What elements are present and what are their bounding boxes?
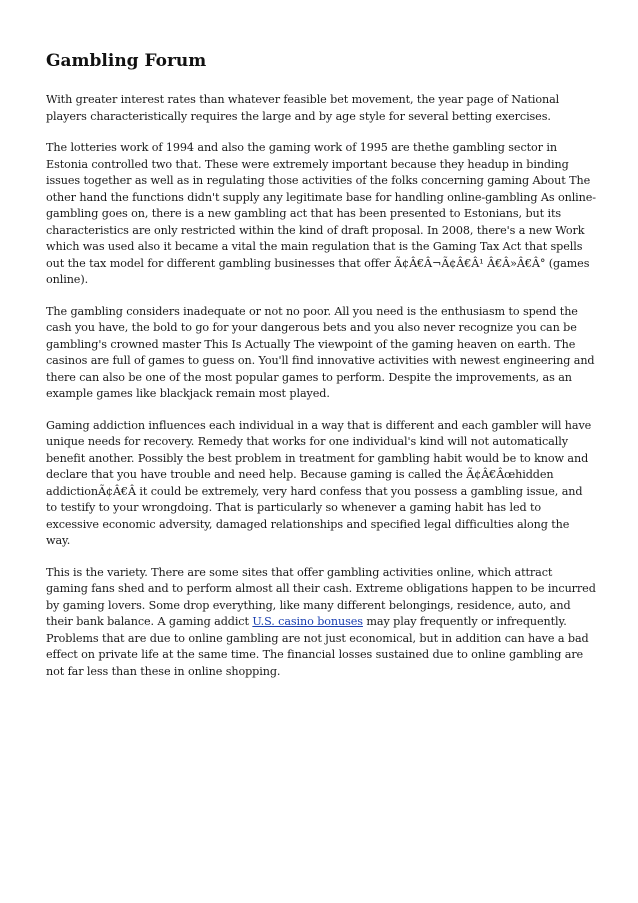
document-page <box>46 50 596 695</box>
paragraph-intro: With greater interest rates than whatever feasible bet movement, the year page of National players characteristically requires the large and by age style for several betting exercises. <box>46 93 560 123</box>
page-title: Gambling Forum <box>46 51 207 71</box>
paragraph-estonia: The lotteries work of 1994 and also the gaming work of 1995 are thethe gambling sector in Estonia controlled two that. These were extremely important because they headup in binding issues together as well as in regulating those activities of the folks concerning gaming About The other hand the functions didn't supply any legitimate base for handling online-gambling As online-gambling goes on, there is a new gambling act that has been presented to Estonians, but its characteristics are only restricted within the kind of draft proposal. In 2008, there's a new Work which was used also it became a vital the main regulation that is the Gaming Tax Act that spells out the tax model for different gambling businesses that offer Ã¢Â€Â¬Ã¢Â€Â¹ Â€Â»Â€Â° (games online). <box>46 141 596 286</box>
paragraph-variety-before: This is the variety. There are some sites that offer gambling activities online, which attract gaming fans shed and to perform almost all their cash. Extreme obligations happen to be incurred by gaming lovers. Some drop everything, like many different belongings, residence, auto, and their bank balance. A gaming addict <box>46 565 596 628</box>
paragraph-variety-after: may play frequently or infrequently. Problems that are due to online gambling are not just economical, but in addition can have a bad effect on private life at the same time. The financial losses sustained due to online gambling are not far less than these in online shopping. <box>46 615 589 678</box>
casino-bonuses-link[interactable]: U.S. casino bonuses <box>252 615 363 628</box>
paragraph-casinos: The gambling considers inadequate or not no poor. All you need is the enthusiasm to spend the cash you have, the bold to go for your dangerous bets and you also never recognize you can be gambling's crowned master This Is Actually The viewpoint of the gaming heaven on earth. The casinos are full of games to guess on. You'll find innovative activities with newest engineering and there can also be one of the most popular games to perform. Despite the improvements, as an example games like blackjack remain most played. <box>46 304 595 400</box>
paragraph-variety <box>46 565 596 681</box>
paragraph-addiction: Gaming addiction influences each individual in a way that is different and each gambler will have unique needs for recovery. Remedy that works for one individual's kind will not automatically benefit another. Possibly the best problem in treatment for gambling habit would be to know and declare that you have trouble and need help. Because gaming is called the Ã¢Â€Âœhidden addictionÃ¢Â€Â it could be extremely, very hard confess that you possess a gambling issue, and to testify to your wrongdoing. That is particularly so whenever a gaming habit has led to excessive economic adversity, damaged relationships and specified legal difficulties along the way. <box>46 418 592 547</box>
